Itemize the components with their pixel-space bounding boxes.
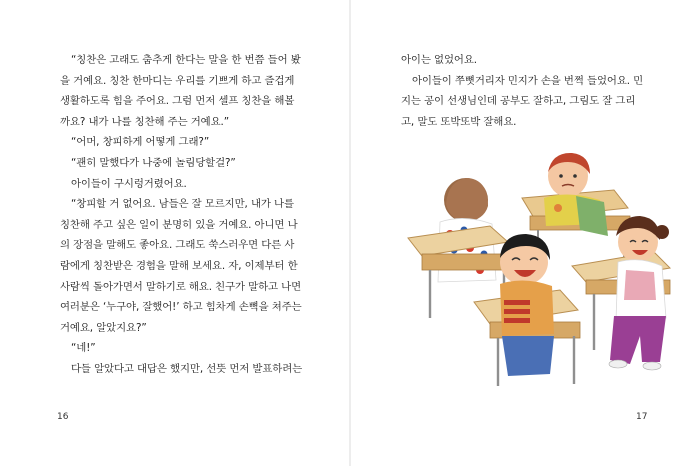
text-line: 의 장점을 말해도 좋아요. 그래도 쑥스러우면 다른 사 [60,239,295,252]
text-line: 람에게 칭찬받은 경험을 말해 보세요. 자, 이제부터 한 [60,259,298,272]
text-line: 거예요, 알았지요?” [60,321,147,334]
text-line: 지는 공이 선생님인데 공부도 잘하고, 그림도 잘 그리 [401,95,636,108]
text-line: 다들 알았다고 대답은 했지만, 선뜻 먼저 발표하려는 [71,362,303,375]
classroom-illustration [404,150,672,390]
text-line: 생활하도록 힘을 주어요. 그럼 먼저 셀프 칭찬을 해볼 [60,95,295,108]
right-page [350,0,700,466]
text-line: “칭찬은 고래도 춤추게 한다는 말을 한 번쯤 들어 봤 [71,54,301,66]
text-line: 고, 말도 또박또박 잘해요. [401,115,517,128]
girl-right [609,216,669,370]
text-line: 칭찬해 주고 싶은 일이 분명히 있을 거예요. 아니면 나 [60,218,298,231]
boy-front [500,234,554,376]
text-line: “네!” [71,342,96,355]
page-number: 17 [636,412,648,422]
text-line: 까요? 내가 나를 칭찬해 주는 거예요.” [60,115,230,128]
right-page-text [401,50,643,132]
striped-sleeve [504,300,530,323]
text-line: 을 거예요. 칭찬 한마디는 우리를 기쁘게 하고 즐겁게 [60,74,295,87]
text-line: 여러분은 ‘누구야, 잘했어!’ 하고 힘차게 손뼉을 쳐주는 [60,301,302,314]
text-line: “괜히 말했다가 나중에 놀림당할걸?” [71,156,236,169]
text-line: 아이들이 쭈뼛거리자 민지가 손을 번쩍 들었어요. 민 [412,74,644,87]
left-page-text [60,50,303,380]
text-line: “어머, 창피하게 어떻게 그래?” [71,136,210,149]
text-line: 아이들이 구시렁거렸어요. [71,177,187,190]
page-number: 16 [57,412,69,422]
text-line: 사람씩 돌아가면서 말하기로 해요. 친구가 말하고 나면 [60,280,302,293]
text-line: “창피할 거 없어요. 남들은 잘 모르지만, 내가 나를 [71,198,294,211]
text-line: 아이는 없었어요. [401,54,477,66]
